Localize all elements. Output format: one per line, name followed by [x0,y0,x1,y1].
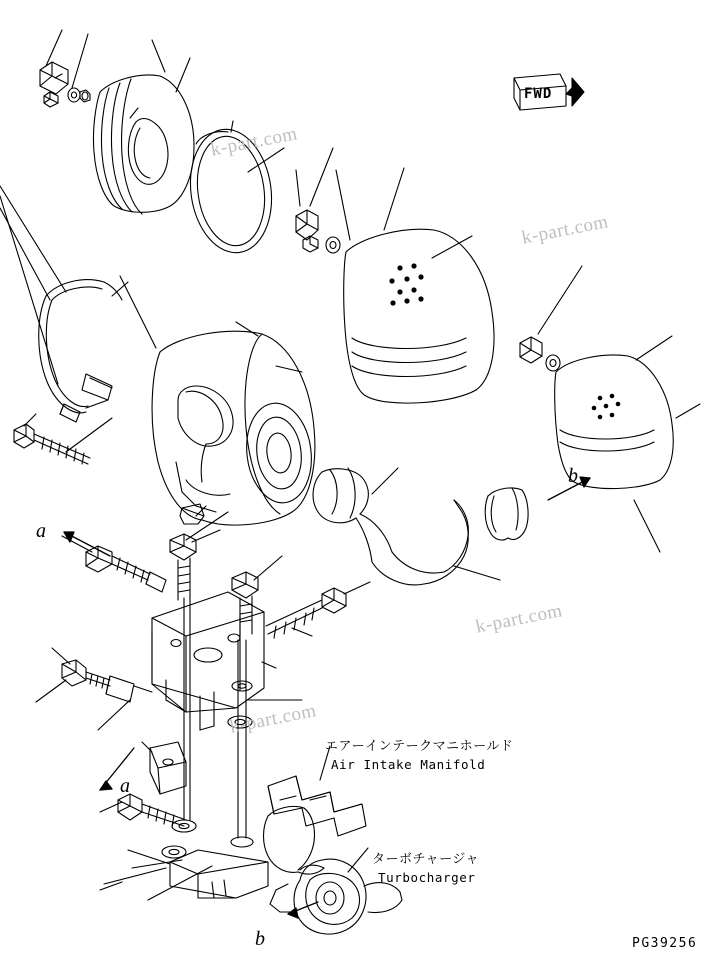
part-hose-clamp-band [39,280,122,422]
callout-ref-a-bottom: a [120,775,130,797]
part-air-cleaner-cover [93,75,194,214]
part-glow-plug-sensor [62,660,152,702]
label-air-intake-manifold [325,735,513,772]
part-angle-bracket-small [150,742,186,794]
part-bolt-vertical-1 [170,534,196,600]
part-engine-base-plate [170,850,268,898]
part-intake-elbow-hose [313,468,468,585]
label-turbocharger-jp: ターボチャージャ [372,852,480,867]
part-hose-clamp-ring [485,488,528,540]
label-air-intake-manifold-jp: エアーインテークマニホールド [325,739,514,754]
part-air-filter-element-outer [344,229,494,403]
fwd-label: FWD [524,86,553,102]
watermark: k-part.com [520,211,611,249]
watermark: k-part.com [228,700,319,738]
part-bolt-long-left [14,424,90,464]
label-air-intake-manifold-en: Air Intake Manifold [331,757,486,772]
ref-arrows [64,477,590,918]
label-turbocharger-en: Turbocharger [378,870,476,885]
label-turbocharger [372,848,479,885]
part-air-cleaner-body [152,331,317,525]
part-bolt-vertical-2 [232,572,258,636]
part-air-intake-manifold [268,776,366,836]
part-top-left-bracket [40,62,90,107]
part-washer-mid [232,681,252,691]
callout-ref-b-bottom: b [255,928,265,950]
part-stud-bolt-a-left [86,546,166,592]
part-stud-bolt-right [266,588,346,638]
drawing-number: PG39256 [632,936,698,951]
watermark: k-part.com [209,123,300,161]
watermark: k-part.com [474,600,565,638]
callout-ref-b-right: b [568,465,578,487]
callout-ref-a-top: a [36,520,46,542]
part-nut-small-right [520,337,560,371]
part-clamp-small [296,210,340,253]
